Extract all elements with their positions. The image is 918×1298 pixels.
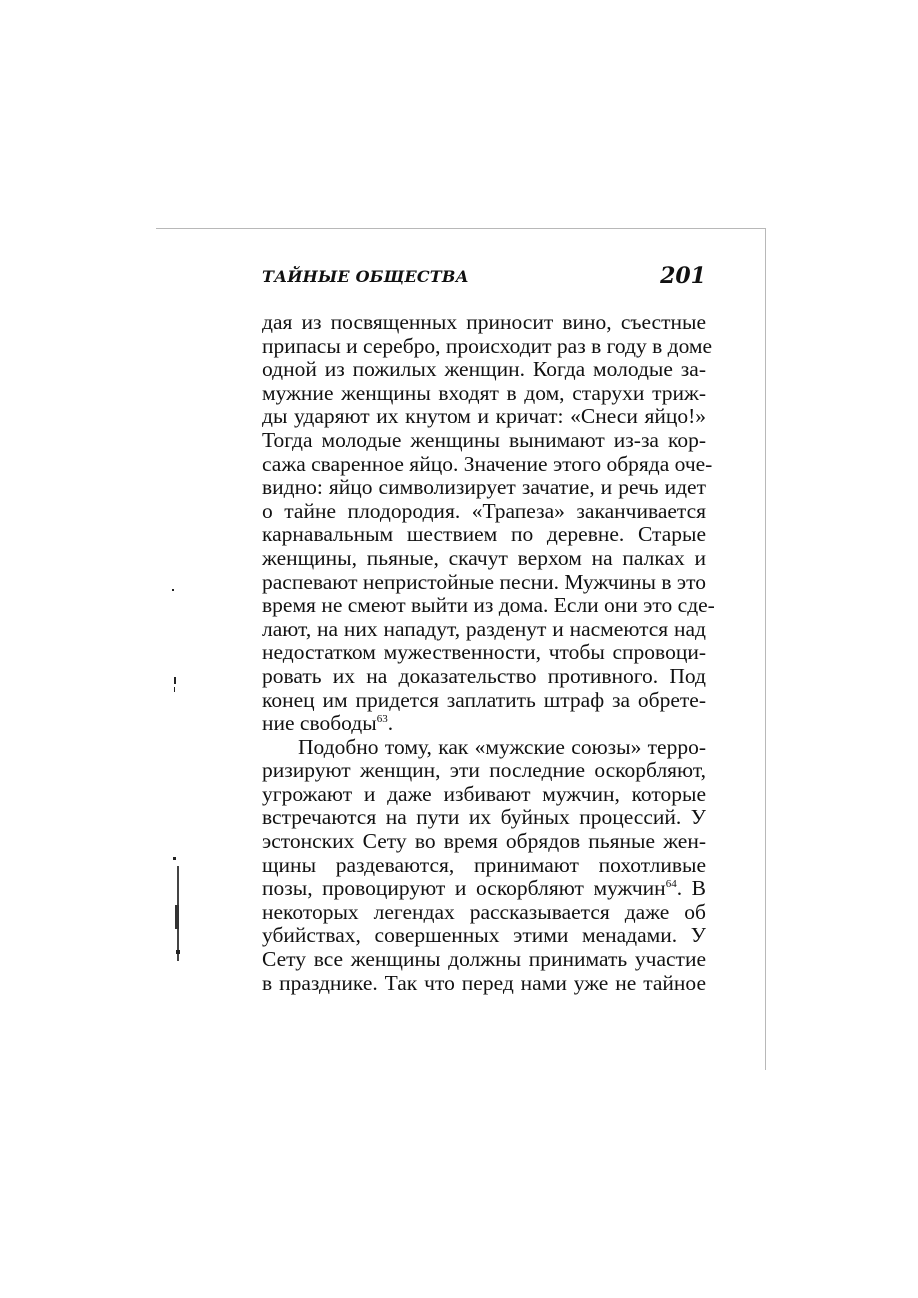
scan-speck	[176, 950, 180, 954]
text-line: о тайне плодородия. «Трапеза» заканчивается	[262, 498, 706, 523]
scan-speck	[173, 857, 176, 860]
last-line-end: .	[387, 711, 394, 736]
text-line: угрожают и даже избивают мужчин, которые	[262, 781, 706, 806]
text-line: эстонских Сету во время обрядов пьяные жен-	[262, 829, 706, 854]
footnote-line-text: позы, провоцируют и оскорбляют мужчин	[262, 876, 666, 901]
text-line: некоторых легендах рассказывается даже об	[262, 899, 706, 924]
text-line: припасы и серебро, происходит раз в году в доме	[262, 333, 713, 358]
text-line: сажа сваренное яйцо. Значение этого обряда оче-	[262, 451, 713, 476]
text-line: Сету все женщины должны принимать участие	[262, 947, 706, 972]
scan-streak	[175, 905, 179, 929]
text-line: видно: яйцо символизирует зачатие, и речь идет	[262, 475, 706, 500]
text-line-with-footnote	[262, 877, 706, 901]
text-line: убийствах, совершенных этими менадами. У	[262, 923, 706, 948]
scan-speck	[174, 687, 175, 692]
text-line: недостатком мужественности, чтобы спровоци-	[262, 640, 706, 665]
text-line: ризируют женщин, эти последние оскорбляют,	[262, 758, 706, 783]
text-line: лают, на них нападут, разденут и насмеются над	[262, 616, 706, 641]
last-line-text: ние свободы	[262, 711, 377, 736]
text-line: распевают непристойные песни. Мужчины в это	[262, 569, 706, 594]
text-line: время не смеют выйти из дома. Если они это сде-	[262, 593, 715, 618]
body-text	[262, 310, 715, 995]
text-line: щины раздеваются, принимают похотливые	[262, 852, 706, 877]
text-line: конец им придется заплатить штраф за обрете-	[262, 687, 706, 712]
text-line: женщины, пьяные, скачут верхом на палках и	[262, 545, 706, 570]
page-border-right	[765, 228, 766, 1070]
text-line-paragraph-end	[262, 712, 706, 736]
running-title: ТАЙНЫЕ ОБЩЕСТВА	[262, 267, 469, 286]
text-line-paragraph-start: Подобно тому, как «мужские союзы» терро-	[298, 734, 706, 759]
page-number: 201	[660, 263, 706, 289]
text-line: одной из пожилых женщин. Когда молодые за-	[262, 357, 706, 382]
scan-speck	[174, 677, 176, 684]
text-line: ровать их на доказательство противного. Под	[262, 663, 706, 688]
text-line: мужние женщины входят в дом, старухи триж-	[262, 380, 706, 405]
text-line: в празднике. Так что перед нами уже не тайное	[262, 970, 706, 995]
footnote-ref-64[interactable]: 64	[665, 878, 677, 891]
text-line: встречаются на пути их буйных процессий. У	[262, 805, 706, 830]
footnote-line-end: . В	[676, 876, 706, 901]
scan-speck	[172, 589, 174, 591]
text-line: карнавальным шествием по деревне. Старые	[262, 522, 706, 547]
text-line: Тогда молодые женщины вынимают из-за кор-	[262, 427, 706, 452]
text-line: ды ударяют их кнутом и кричат: «Снеси яйцо!»	[262, 404, 706, 429]
footnote-ref-63[interactable]: 63	[376, 713, 388, 726]
page-border-top	[156, 228, 766, 229]
text-line: дая из посвященных приносит вино, съестные	[262, 310, 706, 334]
